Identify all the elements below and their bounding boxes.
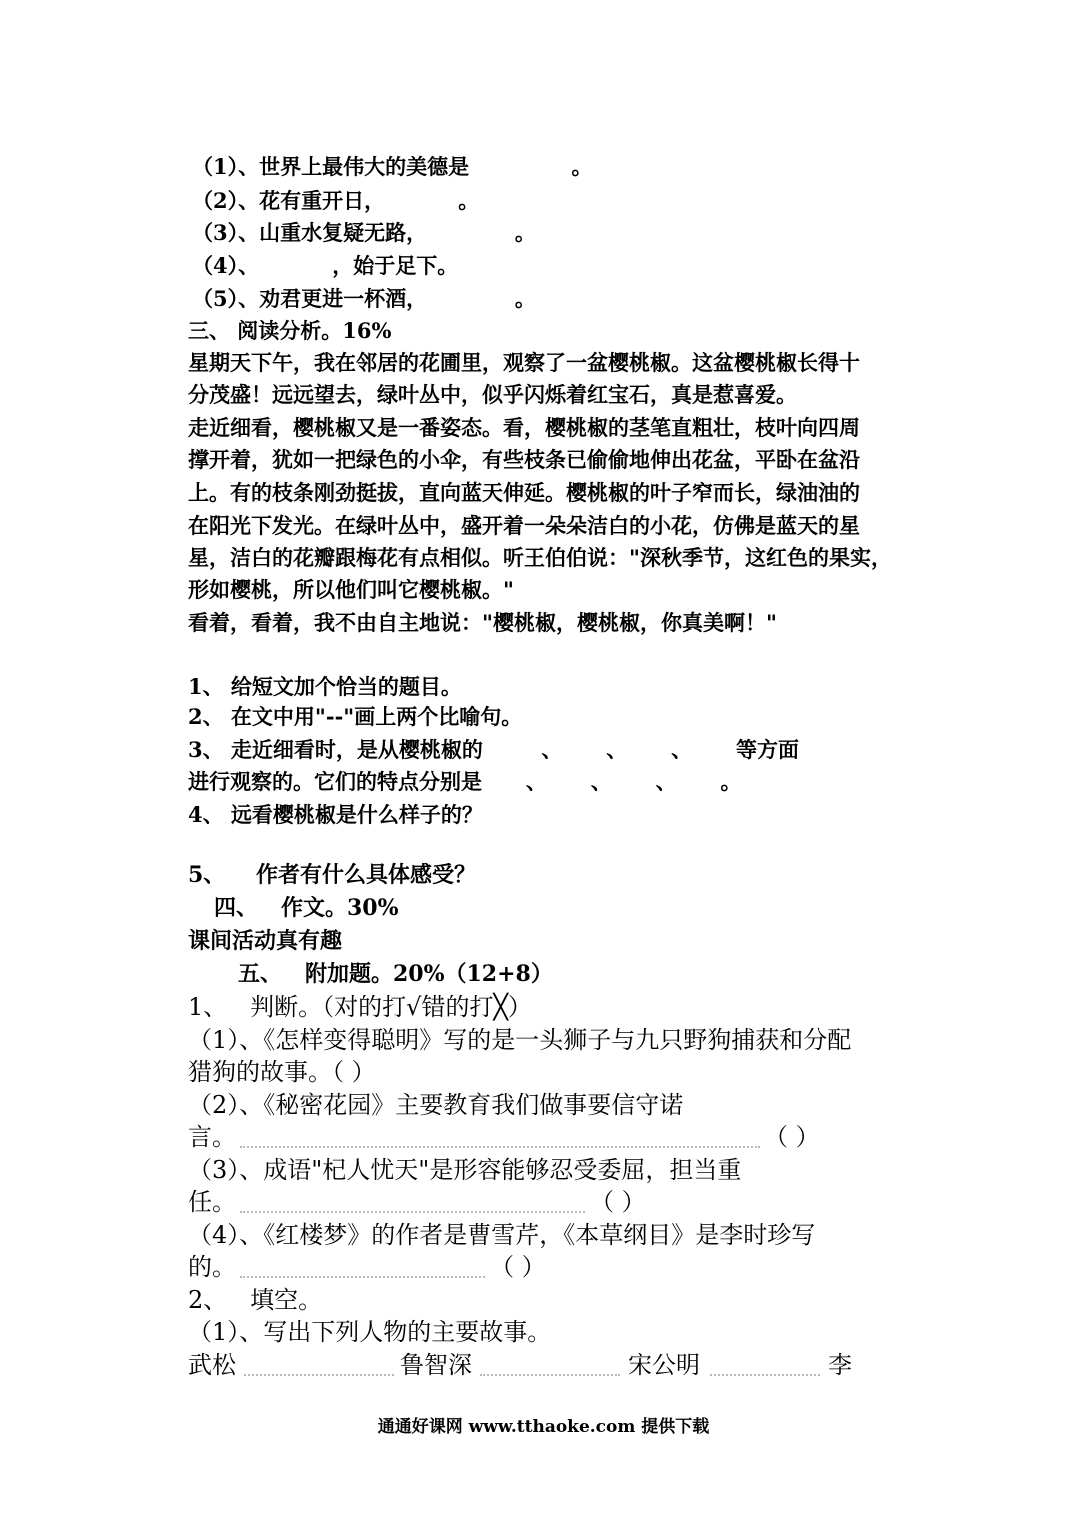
dotted-leader xyxy=(244,1374,394,1376)
passage-line-6: 在阳光下发光。在绿叶丛中，盛开着一朵朵洁白的小花，仿佛是蓝天的星 xyxy=(188,513,860,538)
question-5: 5、 作者有什么具体感受？ xyxy=(188,862,476,888)
fill-heading: 2、 填空。 xyxy=(188,1286,323,1314)
character-name-2: 鲁智深 xyxy=(400,1351,472,1379)
judge-item-2: （2）、《秘密花园》主要教育我们做事要信守诺 xyxy=(188,1091,684,1119)
fill-in-line-5: （5）、劝君更进一杯酒， 。 xyxy=(192,286,536,311)
section5-heading: 五、 附加题。20%（12+8） xyxy=(238,961,553,987)
fill-subheading: （1）、写出下列人物的主要故事。 xyxy=(188,1318,552,1346)
passage-line-8: 形如樱桃，所以他们叫它樱桃椒。" xyxy=(188,577,514,602)
question-3-cont: 进行观察的。它们的特点分别是 、 、 、 。 xyxy=(188,769,742,794)
question-1: 1、 给短文加个恰当的题目。 xyxy=(188,674,462,699)
footer-credit: 通通好课网 www.tthaoke.com 提供下载 xyxy=(377,1417,710,1437)
judge-item-2-text: 言。 xyxy=(188,1123,236,1151)
passage-line-3: 走近细看，樱桃椒又是一番姿态。看，樱桃椒的茎笔直粗壮，枝叶向四周 xyxy=(188,415,860,440)
passage-line-5: 上。有的枝条刚劲挺拔，直向蓝天伸延。樱桃椒的叶子窄而长，绿油油的 xyxy=(188,480,860,505)
fill-in-line-3: （3）、山重水复疑无路， 。 xyxy=(192,220,536,245)
judge-item-3: （3）、成语"杞人忧天"是形容能够忍受委屈，担当重 xyxy=(188,1156,742,1184)
passage-line-9: 看着，看着，我不由自主地说："樱桃椒，樱桃椒，你真美啊！" xyxy=(188,610,777,635)
passage-line-4: 撑开着，犹如一把绿色的小伞，有些枝条已偷偷地伸出花盆，平卧在盆沿 xyxy=(188,447,860,472)
judge-item-1-cont xyxy=(188,1060,376,1084)
dotted-leader xyxy=(240,1276,485,1278)
question-2: 2、 在文中用"--"画上两个比喻句。 xyxy=(188,704,523,729)
fill-in-line-1: （1）、世界上最伟大的美德是 。 xyxy=(192,154,593,179)
judge-item-1-paren: （ ） xyxy=(332,1058,376,1086)
fill-in-line-2: （2）、花有重开日， 。 xyxy=(192,188,480,213)
dotted-leader xyxy=(710,1374,820,1376)
judge-item-4-text: 的。 xyxy=(188,1253,236,1281)
fill-in-line-4: （4）、 ，始于足下。 xyxy=(192,253,459,278)
character-name-3: 宋公明 xyxy=(628,1351,700,1379)
passage-line-1: 星期天下午，我在邻居的花圃里，观察了一盆樱桃椒。这盆樱桃椒长得十 xyxy=(188,350,860,375)
judge-item-1-text: 猎狗的故事。 xyxy=(188,1058,332,1086)
character-name-4: 李 xyxy=(828,1351,852,1379)
judge-item-3-text: 任。 xyxy=(188,1188,236,1216)
question-4: 4、 远看樱桃椒是什么样子的？ xyxy=(188,802,483,827)
dotted-leader xyxy=(240,1211,585,1213)
passage-line-2: 分茂盛！远远望去，绿叶丛中，似乎闪烁着红宝石，真是惹喜爱。 xyxy=(188,382,797,407)
judge-heading: 1、 判断。（对的打√错的打╳） xyxy=(188,993,532,1021)
judge-item-4: （4）、《红楼梦》的作者是曹雪芹，《本草纲目》是李时珍写 xyxy=(188,1221,816,1249)
judge-item-1: （1）、《怎样变得聪明》写的是一头狮子与九只野狗捕获和分配 xyxy=(188,1026,852,1054)
judge-item-3-paren: （ ） xyxy=(590,1188,646,1216)
section3-heading: 三、 阅读分析。16% xyxy=(188,318,392,343)
judge-item-4-paren: （ ） xyxy=(490,1253,546,1281)
character-name-1: 武松 xyxy=(188,1351,236,1379)
judge-item-2-paren: （ ） xyxy=(764,1123,820,1151)
dotted-leader xyxy=(480,1374,620,1376)
passage-line-7: 星，洁白的花瓣跟梅花有点相似。听王伯伯说："深秋季节，这红色的果实， xyxy=(188,545,892,570)
dotted-leader xyxy=(240,1146,760,1148)
composition-title: 课间活动真有趣 xyxy=(188,928,343,954)
question-3: 3、 走近细看时，是从樱桃椒的 、 、 、 等方面 xyxy=(188,737,800,762)
section4-heading: 四、 作文。30% xyxy=(214,895,399,921)
